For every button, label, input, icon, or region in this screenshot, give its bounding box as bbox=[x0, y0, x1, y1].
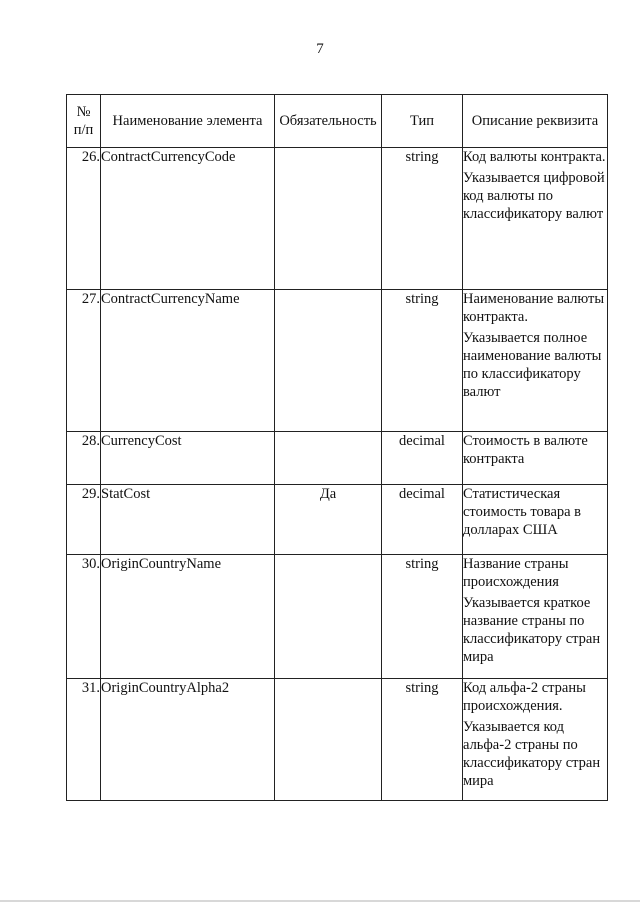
element-description bbox=[463, 432, 608, 485]
description-line: Код валюты контракта. bbox=[463, 149, 606, 165]
description-line: Стоимость в валюте контракта bbox=[463, 433, 588, 467]
row-number: 30. bbox=[67, 555, 101, 679]
element-type: string bbox=[382, 679, 463, 801]
description-line: Указывается цифровой код валюты по классификатору валют bbox=[463, 170, 605, 222]
row-number: 29. bbox=[67, 485, 101, 555]
required-flag bbox=[275, 432, 382, 485]
description-line: Указывается код альфа-2 страны по классификатору стран мира bbox=[463, 719, 601, 789]
required-flag bbox=[275, 679, 382, 801]
element-name: ContractCurrencyName bbox=[101, 290, 275, 432]
element-description bbox=[463, 290, 608, 432]
element-type: string bbox=[382, 555, 463, 679]
table-row bbox=[67, 290, 608, 432]
table-row bbox=[67, 485, 608, 555]
table-row bbox=[67, 555, 608, 679]
header-number bbox=[67, 95, 101, 148]
element-name: CurrencyCost bbox=[101, 432, 275, 485]
description-line: Название страны происхождения bbox=[463, 556, 569, 590]
required-flag: Да bbox=[275, 485, 382, 555]
table-row bbox=[67, 432, 608, 485]
required-flag bbox=[275, 290, 382, 432]
element-type: string bbox=[382, 290, 463, 432]
description-line: Код альфа-2 страны происхождения. bbox=[463, 680, 586, 714]
description-line: Наименование валюты контракта. bbox=[463, 291, 605, 325]
row-number: 26. bbox=[67, 148, 101, 290]
page-number: 7 bbox=[316, 41, 324, 57]
table-header-row bbox=[67, 95, 608, 148]
row-number: 27. bbox=[67, 290, 101, 432]
element-name: OriginCountryName bbox=[101, 555, 275, 679]
element-description bbox=[463, 555, 608, 679]
element-type: decimal bbox=[382, 432, 463, 485]
element-type: decimal bbox=[382, 485, 463, 555]
element-name: OriginCountryAlpha2 bbox=[101, 679, 275, 801]
requisites-table bbox=[66, 94, 608, 801]
table-row bbox=[67, 679, 608, 801]
header-required: Обязательность bbox=[275, 95, 382, 148]
table-row bbox=[67, 148, 608, 290]
element-type: string bbox=[382, 148, 463, 290]
header-description: Описание реквизита bbox=[463, 95, 608, 148]
scan-edge-line bbox=[0, 900, 640, 902]
element-description bbox=[463, 485, 608, 555]
element-description bbox=[463, 679, 608, 801]
required-flag bbox=[275, 555, 382, 679]
header-type: Тип bbox=[382, 95, 463, 148]
header-element-name: Наименование элемента bbox=[101, 95, 275, 148]
element-name: ContractCurrencyCode bbox=[101, 148, 275, 290]
description-line: Статистическая стоимость товара в долларах США bbox=[463, 486, 582, 538]
row-number: 31. bbox=[67, 679, 101, 801]
header-number-symbol: № bbox=[76, 104, 91, 120]
description-line: Указывается полное наименование валюты по классификатору валют bbox=[463, 330, 602, 400]
element-name: StatCost bbox=[101, 485, 275, 555]
description-line: Указывается краткое название страны по классификатору стран мира bbox=[463, 595, 601, 665]
element-description bbox=[463, 148, 608, 290]
row-number: 28. bbox=[67, 432, 101, 485]
header-number-abbr: п/п bbox=[73, 122, 94, 138]
required-flag bbox=[275, 148, 382, 290]
